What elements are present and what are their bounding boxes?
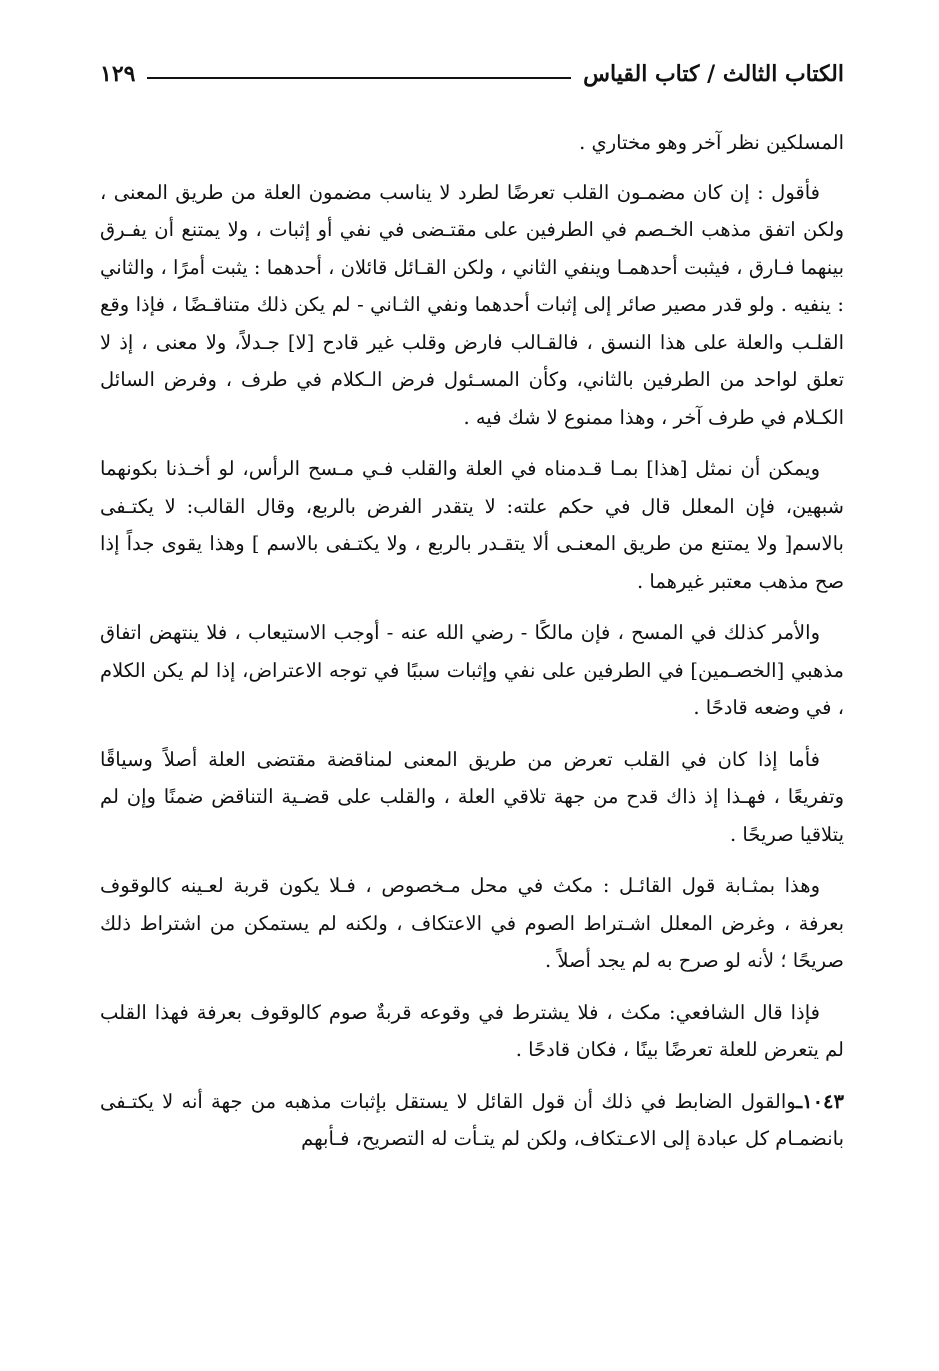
numbered-paragraph-1043 (100, 1083, 844, 1158)
numbered-paragraph-text: والقول الضابط في ذلك أن قول القائل لا يستقل بإثبات مذهبه من جهة أنه لا يكتـفى بانضمـام كل عبادة إلى الاعـتكاف، ولكن لم يتـأت له التصريح، فـأبهم (100, 1089, 844, 1150)
paragraph-1: المسلكين نظر آخر وهو مختاري . (579, 131, 844, 154)
page-number: ١٢٩ (100, 61, 136, 87)
paragraph-3: ويمكن أن نمثل [هذا] بمـا قـدمناه في العلة والقلب فـي مـسح الرأس، لو أخـذنا بكونهما شبهين، فإن المعلل قال في حكم علته: لا يتقدر الفرض بالربع، وقال القالب: لا يكتـفى بالاسم[ ولا يمتنع من طريق المعنـى ألا يتقـدر بالربع ، ولا يكتـفى بالاسم ] وهذا يقوى جداً إذا صح مذهب معتبر غيرهما . (100, 457, 844, 593)
running-header-title: الكتاب الثالث / كتاب القياس (583, 61, 844, 87)
book-page (100, 52, 844, 1351)
paragraph-4: والأمر كذلك في المسح ، فإن مالكًا - رضي الله عنه - أوجب الاستيعاب ، فلا ينتهض اتفاق مذهبي [الخصـمين] في الطرفين على نفي وإثبات سببًا في توجه الاعتراض، إذا لم يكن الكلام ، في وضعه قادحًا . (100, 621, 844, 719)
paragraph-7: فإذا قال الشافعي: مكث ، فلا يشترط في وقوعه قربةٌ صوم كالوقوف بعرفة فهذا القلب لم يتعرض للعلة تعرضًا بينًا ، فكان قادحًا . (100, 1000, 844, 1061)
header-rule (147, 77, 571, 79)
paragraph-number-dash: ـ (796, 1089, 803, 1113)
paragraph-6: وهذا بمثـابة قول القائـل : مكث في محل مـخصوص ، فـلا يكون قربة لعـينه كالوقوف بعرفة ، وغرض المعلل اشـتراط الصوم في الاعتكاف ، ولكنه لم يستمكن من اشتراط ذلك صريحًا ؛ لأنه لو صرح به لم يجد أصلاً . (100, 874, 844, 972)
paragraph-2: فأقول : إن كان مضمـون القلب تعرضًا لطرد لا يناسب مضمون العلة من طريق المعنى ، ولكن اتفق مذهب الخـصم في الطرفين على مقتـضى في نفي أو إثبات ، ولا يمتنع أن يفـرق بينهما فـارق ، فيثبت أحدهمـا وينفي الثاني ، ولكن القـائل قائلان ، أحدهما : يثبت أمرًا ، والثاني : ينفيه . ولو قدر مصير صائر إلى إثبات أحدهما ونفي الثـاني - لم يكن ذلك متناقـضًا ، فإذا وقع القلـب والعلة على هذا النسق ، فالقـالب فارض وقلب غير قادح [لا] جـدلاً، ولا معنى ، إذ لا تعلق لواحد من الطرفين بالثاني، وكأن المسـئول فرض الـكلام في طرف ، وفرض السائل الكـلام في طرف آخر ، وهذا ممنوع لا شك فيه . (100, 180, 844, 429)
running-header (100, 52, 844, 96)
page-body (100, 124, 844, 1158)
paragraph-5: فأما إذا كان في القلب تعرض من طريق المعنى لمناقضة مقتضى العلة أصلاً وسياقًا وتفريعًا ، فهـذا إذ ذاك قدح من جهة تلاقي العلة ، والقلب على قضـية التناقض ضمنًا وإن لم يتلاقيا صريحًا . (100, 747, 844, 846)
paragraph-number: ١٠٤٣ (802, 1089, 844, 1113)
